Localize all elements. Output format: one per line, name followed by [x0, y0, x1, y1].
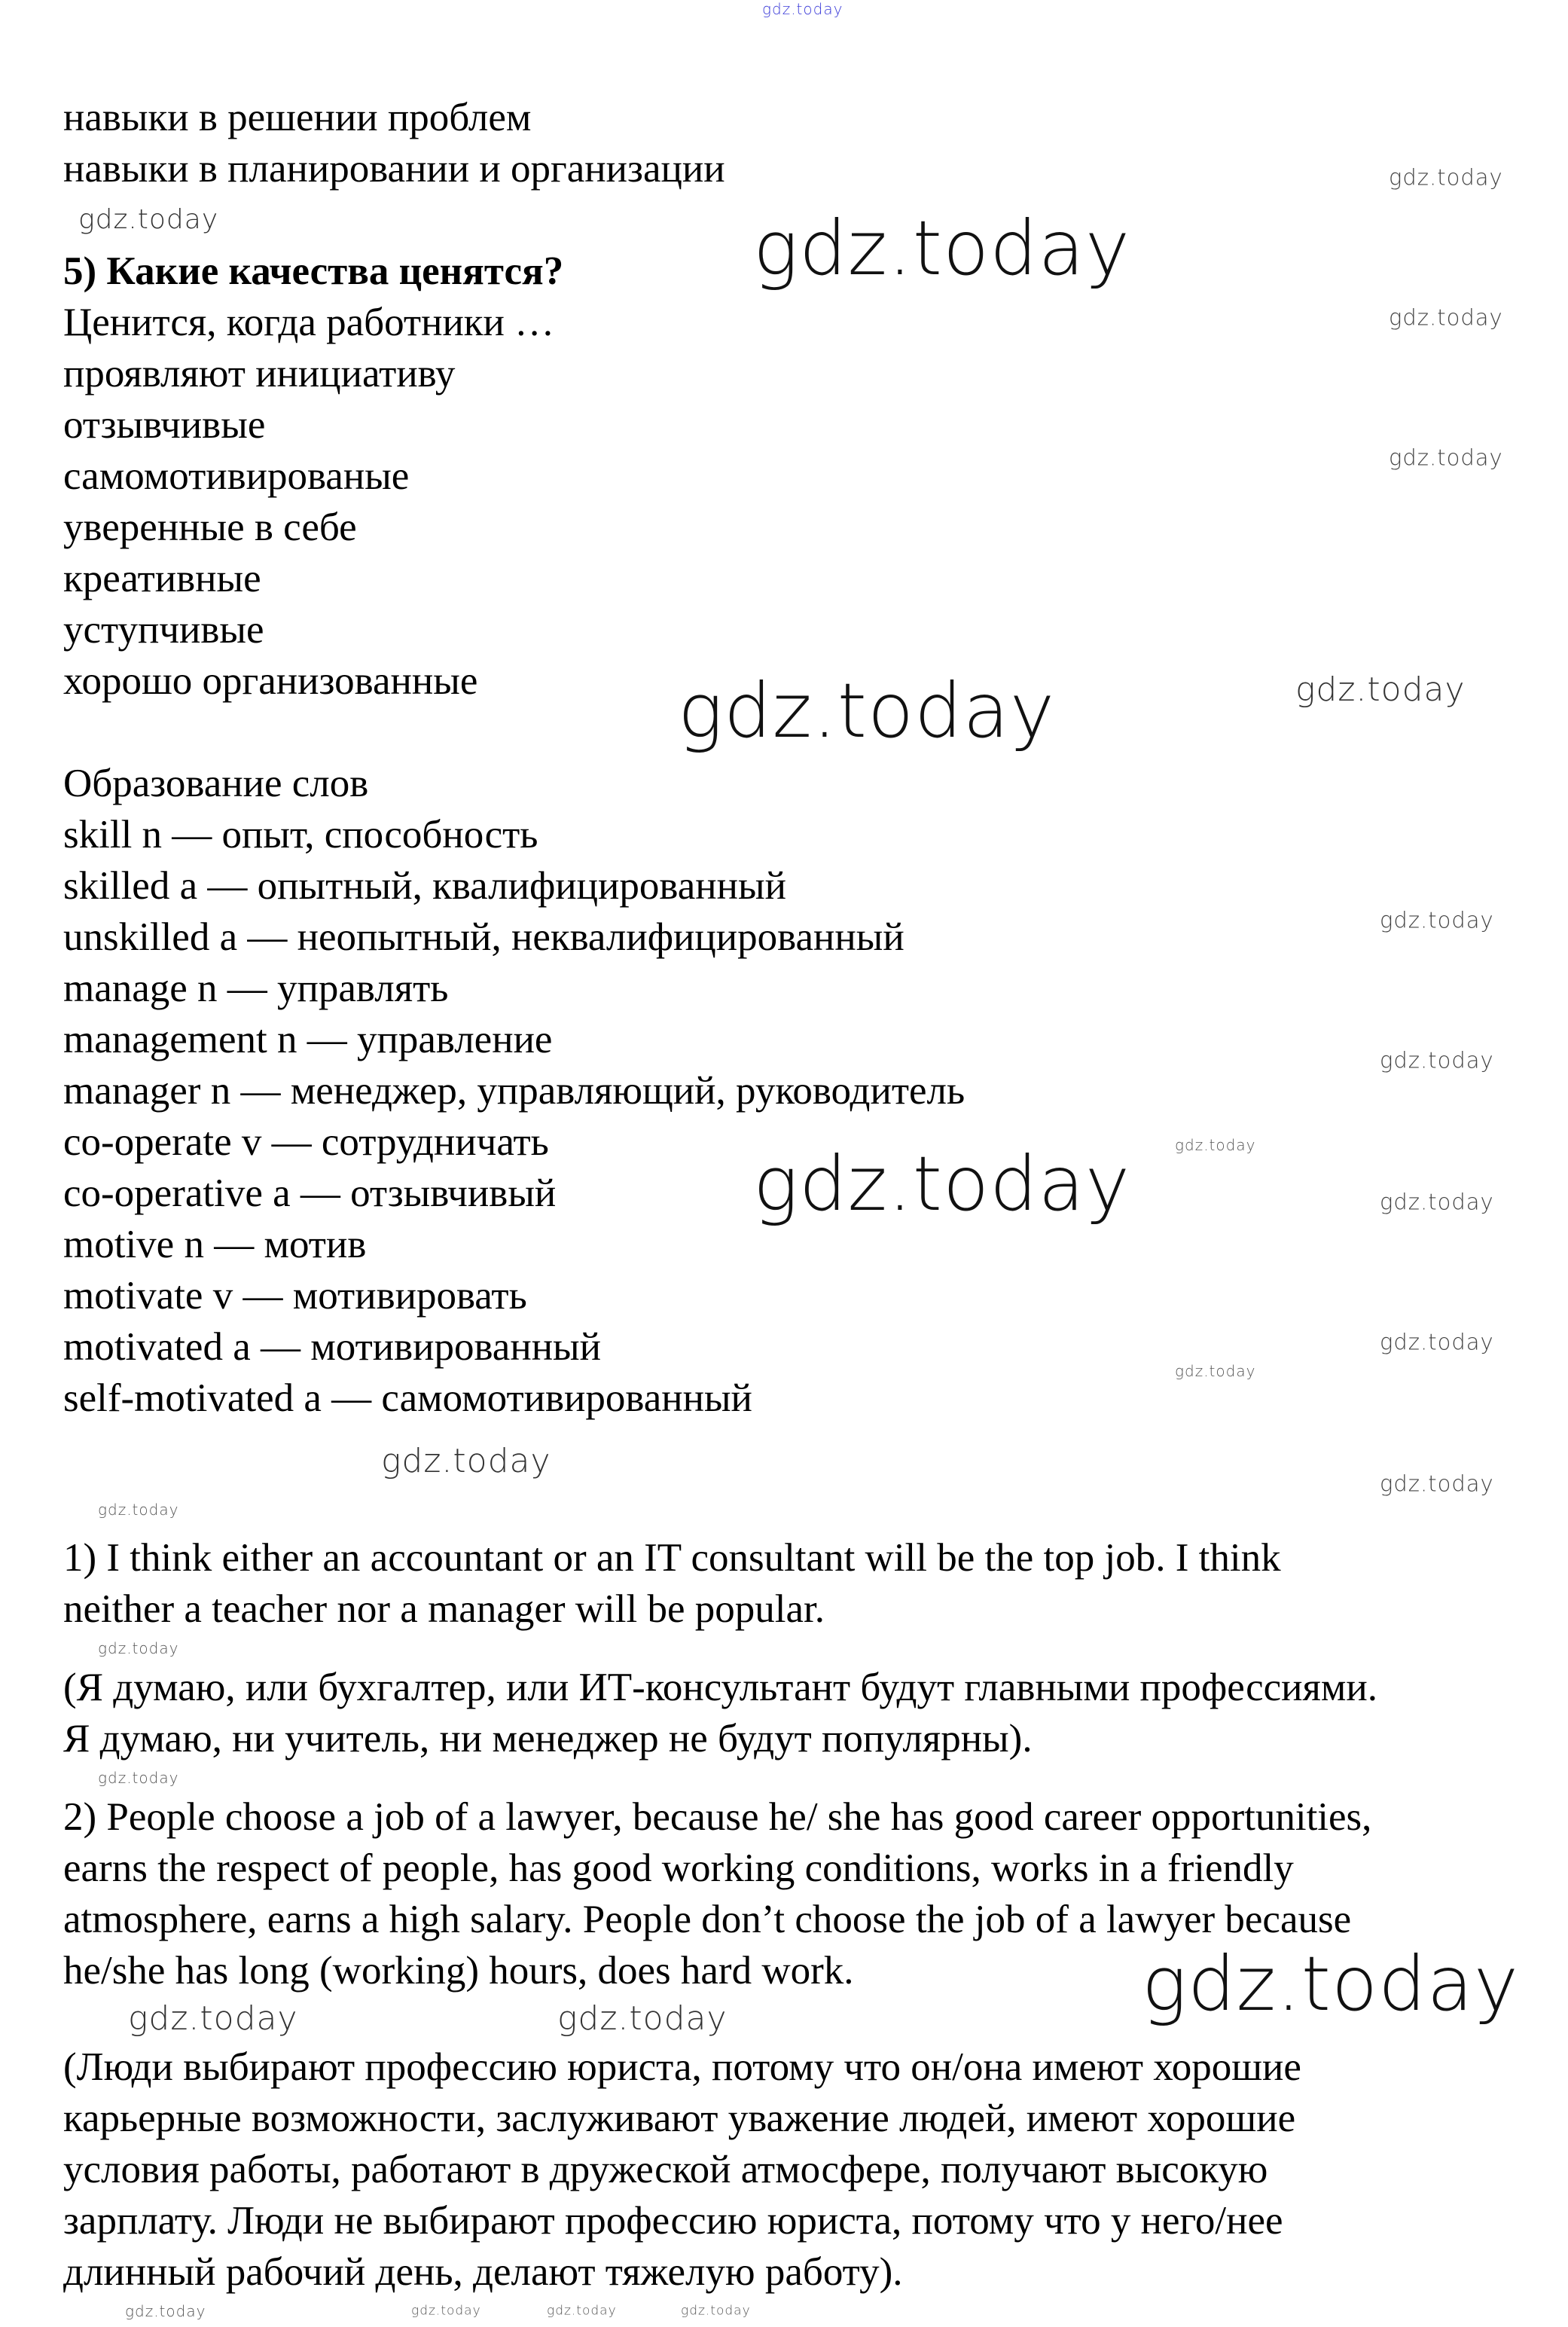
watermark: gdz.today — [547, 2303, 617, 2319]
watermark: gdz.today — [1389, 304, 1503, 331]
text-line: хорошо организованные — [63, 659, 478, 703]
text-line: Я думаю, ни учитель, ни менеджер не будут популярны). — [63, 1717, 1033, 1761]
text-line: отзывчивые — [63, 403, 266, 447]
text-line: he/she has long (working) hours, does hard work. — [63, 1949, 854, 1993]
text-line: (Люди выбирают профессию юриста, потому что он/она имеют хорошие — [63, 2045, 1301, 2089]
watermark: gdz.today — [128, 1999, 298, 2038]
text-line: навыки в решении проблем — [63, 96, 532, 139]
qualities-section — [63, 246, 563, 707]
word-formation-section — [63, 758, 965, 1424]
watermark: gdz.today — [681, 2303, 751, 2319]
text-line: уверенные в себе — [63, 505, 357, 549]
watermark: gdz.today — [98, 1639, 179, 1657]
watermark: gdz.today — [98, 1501, 179, 1519]
text-line: atmosphere, earns a high salary. People don’t choose the job of a lawyer because — [63, 1898, 1352, 1941]
watermark: gdz.today — [1175, 1362, 1256, 1380]
text-line: manager n — менеджер, управляющий, руководитель — [63, 1069, 966, 1113]
watermark: gdz.today — [1142, 1940, 1520, 2028]
text-line: уступчивые — [63, 608, 264, 652]
text-line: skilled a — опытный, квалифицированный — [63, 864, 786, 908]
watermark: gdz.today — [411, 2303, 481, 2319]
text-line: карьерные возможности, заслуживают уважение людей, имеют хорошие — [63, 2096, 1296, 2140]
watermark: gdz.today — [1380, 1329, 1494, 1355]
text-line: management n — управление — [63, 1018, 553, 1061]
text-line: проявляют инициативу — [63, 352, 456, 395]
text-line: neither a teacher nor a manager will be popular. — [63, 1587, 825, 1631]
text-line: skill n — опыт, способность — [63, 813, 538, 857]
watermark: gdz.today — [1389, 164, 1503, 191]
watermark: gdz.today — [1380, 1470, 1494, 1497]
text-line: manage n — управлять — [63, 967, 449, 1010]
text-line: motivated a — мотивированный — [63, 1325, 602, 1369]
skills-list-tail — [63, 92, 725, 194]
answer-1-english — [63, 1532, 1281, 1635]
answer-2-russian — [63, 2041, 1301, 2298]
watermark: gdz.today — [125, 2302, 206, 2320]
text-line: co-operative a — отзывчивый — [63, 1171, 557, 1215]
text-line: 1) I think either an accountant or an IT consultant will be the top job. I think — [63, 1536, 1281, 1580]
watermark: gdz.today — [381, 1442, 551, 1480]
text-line: условия работы, работают в дружеской атмосфере, получают высокую — [63, 2148, 1268, 2191]
watermark: gdz.today — [678, 667, 1056, 755]
watermark: gdz.today — [753, 1140, 1131, 1228]
text-line: motive n — мотив — [63, 1223, 367, 1266]
text-line: зарплату. Люди не выбирают профессию юриста, потому что у него/нее — [63, 2199, 1283, 2243]
text-line: Ценится, когда работники … — [63, 301, 555, 344]
watermark: gdz.today — [1175, 1136, 1256, 1154]
watermark: gdz.today — [762, 0, 843, 18]
watermark: gdz.today — [1380, 1047, 1494, 1073]
watermark: gdz.today — [557, 1999, 728, 2038]
text-line: длинный рабочий день, делают тяжелую работу). — [63, 2250, 903, 2294]
text-line: unskilled a — неопытный, неквалифицированный — [63, 915, 904, 959]
text-line: креативные — [63, 557, 261, 600]
watermark: gdz.today — [753, 204, 1131, 292]
text-line: навыки в планировании и организации — [63, 147, 725, 191]
watermark: gdz.today — [1295, 670, 1466, 709]
watermark: gdz.today — [1380, 1189, 1494, 1215]
text-line: earns the respect of people, has good working conditions, works in a friendly — [63, 1846, 1294, 1890]
watermark: gdz.today — [1380, 907, 1494, 933]
section-heading: 5) Какие качества ценятся? — [63, 249, 564, 293]
text-line: co-operate v — сотрудничать — [63, 1120, 549, 1164]
text-line: 2) People choose a job of a lawyer, because he/ she has good career opportunities, — [63, 1795, 1372, 1839]
text-line: self-motivated a — самомотивированный — [63, 1376, 752, 1420]
watermark: gdz.today — [78, 204, 219, 235]
watermark: gdz.today — [1389, 444, 1503, 471]
section-heading: Образование слов — [63, 762, 369, 805]
answer-1-russian — [63, 1662, 1377, 1764]
text-line: motivate v — мотивировать — [63, 1274, 527, 1318]
text-line: самомотивированые — [63, 454, 410, 498]
text-line: (Я думаю, или бухгалтер, или ИТ-консультант будут главными профессиями. — [63, 1666, 1378, 1709]
watermark: gdz.today — [98, 1769, 179, 1787]
